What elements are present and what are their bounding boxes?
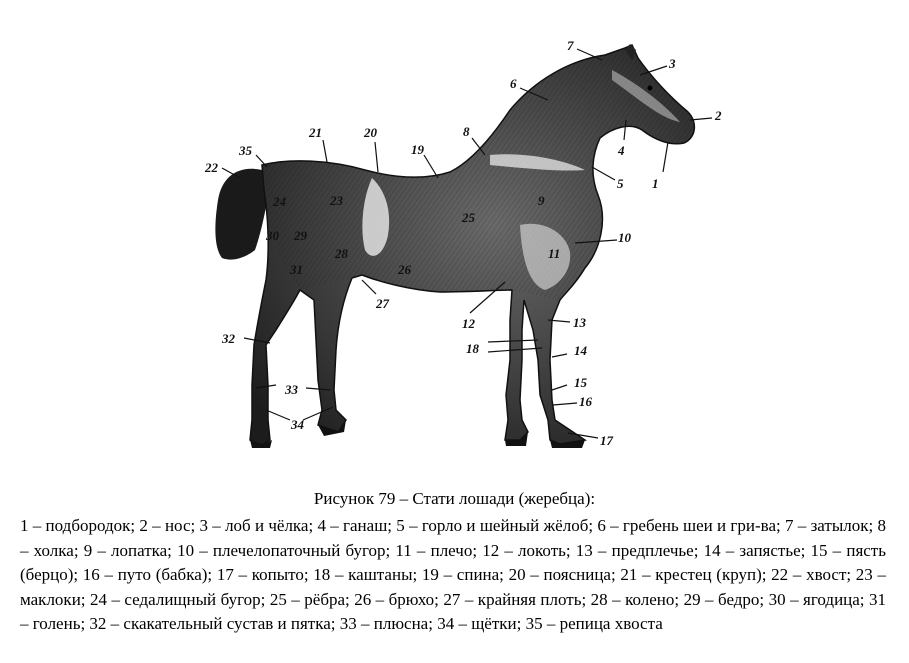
label-8: 8 xyxy=(463,124,470,139)
label-21: 21 xyxy=(309,125,322,140)
label-4: 4 xyxy=(618,143,625,158)
label-1: 1 xyxy=(652,176,659,191)
label-18: 18 xyxy=(466,341,479,356)
label-12: 12 xyxy=(462,316,475,331)
label-10: 10 xyxy=(618,230,631,245)
label-13: 13 xyxy=(573,315,586,330)
label-9: 9 xyxy=(538,193,545,208)
figure-legend: 1 – подбородок; 2 – нос; 3 – лоб и чёлка; 4 – ганаш; 5 – горло и шейный жёлоб; 6 – гребень шеи и гри-ва; 7 – затылок; 8 – холка; 9 – лопатка; 10 – плечелопаточный бугор; 11 – плечо; 12 – локоть; 13 – предплечье; 14 – запястье; 15 – пясть (берцо); 16 – путо (бабка); 17 – копыто; 18 – каштаны; 19 – спина; 20 – поясница; 21 – крестец (круп); 22 – хвост; 23 – маклоки; 24 – седалищный бугор; 25 – рёбра; 26 – брюхо; 27 – крайняя плоть; 28 – колено; 29 – бедро; 30 – ягодица; 31 – голень; 32 – скакательный сустав и пятка; 33 – плюсна; 34 – щётки; 35 – репица хвоста xyxy=(20,516,886,634)
label-34: 34 xyxy=(291,417,304,432)
label-35: 35 xyxy=(239,143,252,158)
label-26: 26 xyxy=(398,262,411,277)
label-29: 29 xyxy=(294,228,307,243)
label-20: 20 xyxy=(364,125,377,140)
label-6: 6 xyxy=(510,76,517,91)
label-32: 32 xyxy=(222,331,235,346)
label-11: 11 xyxy=(548,246,561,261)
label-2: 2 xyxy=(715,108,722,123)
label-30: 30 xyxy=(266,228,279,243)
label-25: 25 xyxy=(462,210,475,225)
label-28: 28 xyxy=(335,246,348,261)
label-19: 19 xyxy=(411,142,424,157)
label-16: 16 xyxy=(579,394,592,409)
label-15: 15 xyxy=(574,375,587,390)
label-24: 24 xyxy=(273,194,286,209)
label-31: 31 xyxy=(290,262,303,277)
label-17: 17 xyxy=(600,433,613,448)
label-7: 7 xyxy=(567,38,574,53)
label-3: 3 xyxy=(669,56,676,71)
label-14: 14 xyxy=(574,343,587,358)
label-27: 27 xyxy=(376,296,389,311)
label-23: 23 xyxy=(330,193,343,208)
label-5: 5 xyxy=(617,176,624,191)
label-33: 33 xyxy=(285,382,298,397)
figure-caption-title: Рисунок 79 – Стати лошади (жеребца): xyxy=(313,489,596,508)
label-22: 22 xyxy=(205,160,218,175)
